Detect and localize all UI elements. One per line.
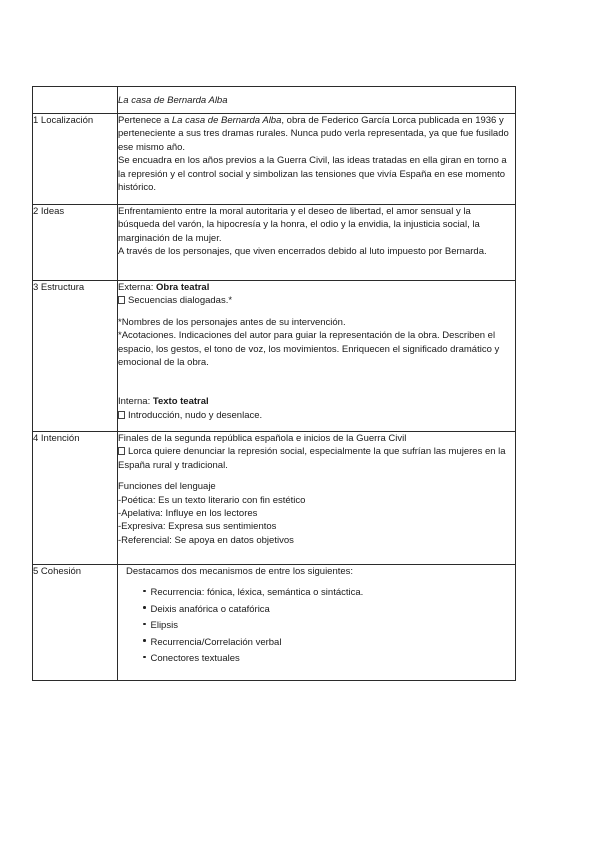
table-row-title [33,87,516,114]
table-row-cohesion [33,565,516,681]
estructura-interna-detail [118,409,515,422]
row-label-ideas: 2 Ideas [33,205,118,281]
bold-text: Texto teatral [152,396,209,408]
bold-text: Obra teatral [156,282,210,293]
bullet-icon [143,590,146,593]
bullet-icon [143,623,146,626]
localizacion-paragraph-1 [118,114,515,154]
ideas-content [118,205,516,281]
empty-cell [33,87,118,114]
table-row-localizacion [33,114,516,205]
list-item [143,619,515,632]
localizacion-content [118,114,516,205]
intencion-paragraph-1: Finales de la segunda república española e inicios de la Guerra Civil [118,433,407,444]
list-item-text: Conectores textuales [150,653,240,665]
row-label-estructura: 3 Estructura [33,281,118,432]
text-span: Interna: [118,396,153,408]
cohesion-list [118,586,515,665]
checkbox-glyph-icon [118,447,125,455]
text-span: Lorca quiere denunciar la represión social, especialmente la que sufrían las mujeres en la España rural y tradicional. [118,446,506,471]
bullet-icon [143,639,146,642]
bullet-icon [143,606,146,609]
ideas-paragraph-1: Enfrentamiento entre la moral autoritaria y el deseo de libertad, el amor sensual y la búsqueda del varón, la hipocresía y la honra, el odio y la envidia, la injusticia social, la marginación de la mujer. [118,206,480,244]
text-span: Secuencias dialogadas.* [128,295,233,307]
text-span: Externa: [118,282,157,293]
spacer [118,369,515,395]
funcion-item: -Expresiva: Expresa sus sentimientos [118,521,277,533]
table-row-estructura [33,281,516,432]
spacer [118,472,515,480]
ideas-paragraph-2: A través de los personajes, que viven encerrados debido al luto impuesto por Bernarda. [118,246,487,258]
intencion-paragraph-2 [118,445,515,472]
list-item [143,603,515,616]
list-item-text: Elipsis [150,620,178,632]
estructura-note-1: *Nombres de los personajes antes de su intervención. [118,316,346,328]
list-item [143,586,515,599]
estructura-externa-detail [118,294,515,307]
estructura-interna [118,395,515,408]
list-item-text: Recurrencia/Correlación verbal [150,636,282,648]
funcion-item: -Poética: Es un texto literario con fin estético [118,494,306,506]
document-table [32,86,516,681]
text-span: Pertenece a [118,115,172,126]
list-item-text: Deixis anafórica o catafórica [150,603,270,615]
table-row-ideas [33,205,516,281]
list-item [143,636,515,649]
row-label-localizacion: 1 Localización [33,114,118,205]
text-span: , obra de Federico García Lorca publicada en 1936 y perteneciente a sus tres dramas rurales. Nunca pudo verla representada, ya que fue fusilado ese mismo año. [118,115,509,153]
row-label-cohesion: 5 Cohesión [33,565,118,681]
list-item-text: Recurrencia: fónica, léxica, semántica o sintáctica. [150,587,364,599]
list-item [143,652,515,665]
spacer [118,308,515,316]
funcion-item: -Referencial: Se apoya en datos objetivos [118,534,294,546]
missing-glyph-icon [118,296,125,304]
work-title: La casa de Bernarda Alba [171,115,282,126]
cohesion-intro: Destacamos dos mecanismos de entre los siguientes: [126,566,354,577]
localizacion-paragraph-2: Se encuadra en los años previos a la Guerra Civil, las ideas tratadas en ella giran en torno a la represión y el control social y simbolizan las tensiones que vivía España en ese momento histórico. [118,155,507,194]
table-row-intencion [33,432,516,565]
row-label-intencion: 4 Intención [33,432,118,565]
cohesion-content [118,565,516,681]
intencion-content [118,432,516,565]
missing-glyph-icon [118,411,125,419]
estructura-note-2: *Acotaciones. Indicaciones del autor para guiar la representación de la obra. Describen el espacio, los gestos, el tono de voz, los movimientos. Enriquecen el significado dramático y emocional de la obra. [118,330,500,369]
document-title: La casa de Bernarda Alba [118,95,228,106]
estructura-externa [118,281,515,294]
estructura-content [118,281,516,432]
funciones-title: Funciones del lenguaje [118,481,216,493]
title-cell [118,87,516,114]
funcion-item: -Apelativa: Influye en los lectores [118,508,258,520]
text-span: Introducción, nudo y desenlace. [128,409,263,421]
bullet-icon [143,656,146,659]
